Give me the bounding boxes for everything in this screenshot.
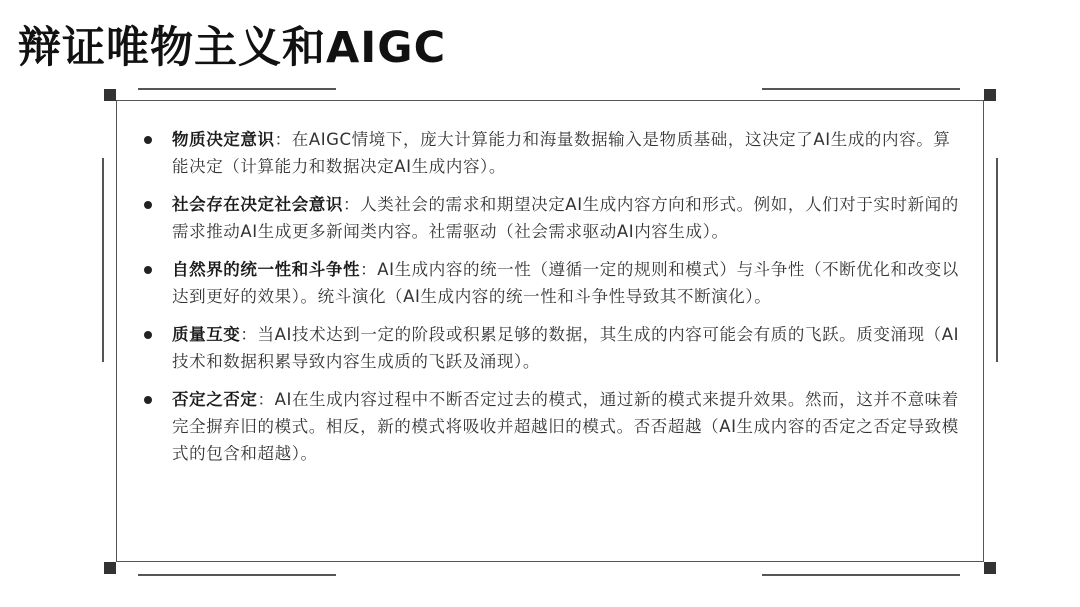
item-term: 否定之否定 [172,390,258,409]
corner-square-top-left [104,89,116,101]
item-text: 人类社会的需求和期望决定AI生成内容方向和形式。例如，人们对于实时新闻的需求推动AI生成更多新闻类内容。社需驱动（社会需求驱动AI内容生成）。 [172,195,959,241]
list-item [140,321,960,375]
corner-square-bottom-right [984,562,996,574]
item-separator: ： [274,130,292,149]
item-separator: ： [360,260,378,279]
item-term: 质量互变 [172,325,241,344]
item-term: 物质决定意识 [172,130,275,149]
frame-top-left-line [138,88,336,90]
page-title: 辩证唯物主义和AIGC [18,23,447,73]
frame-left-line [102,158,104,362]
list-item [140,256,960,310]
item-term: 自然界的统一性和斗争性 [172,260,361,279]
item-text: 当AI技术达到一定的阶段或积累足够的数据，其生成的内容可能会有质的飞跃。质变涌现（AI技术和数据积累导致内容生成质的飞跃及涌现）。 [172,325,960,371]
bullet-dot-icon [144,396,152,404]
bullet-dot-icon [144,201,152,209]
item-separator: ： [240,325,258,344]
corner-square-bottom-left [104,562,116,574]
list-item [140,386,960,467]
item-separator: ： [343,195,361,214]
bullet-dot-icon [144,331,152,339]
list-item [140,126,960,180]
frame-right-line [996,158,998,362]
item-text: 在AIGC情境下，庞大计算能力和海量数据输入是物质基础，这决定了AI生成的内容。算能决定（计算能力和数据决定AI生成内容）。 [172,130,951,176]
bullet-dot-icon [144,136,152,144]
corner-square-top-right [984,89,996,101]
frame-top-right-line [762,88,960,90]
bullet-list [140,126,960,478]
item-separator: ： [257,390,275,409]
item-text: AI生成内容的统一性（遵循一定的规则和模式）与斗争性（不断优化和改变以达到更好的效果）。统斗演化（AI生成内容的统一性和斗争性导致其不断演化）。 [172,260,959,306]
frame-bottom-right-line [762,574,960,576]
item-text: AI在生成内容过程中不断否定过去的模式，通过新的模式来提升效果。然而，这并不意味着完全摒弃旧的模式。相反，新的模式将吸收并超越旧的模式。否否超越（AI生成内容的否定之否定导致模式的包含和超越）。 [172,390,959,463]
bullet-dot-icon [144,266,152,274]
frame-bottom-left-line [138,574,336,576]
list-item [140,191,960,245]
item-term: 社会存在决定社会意识 [172,195,343,214]
